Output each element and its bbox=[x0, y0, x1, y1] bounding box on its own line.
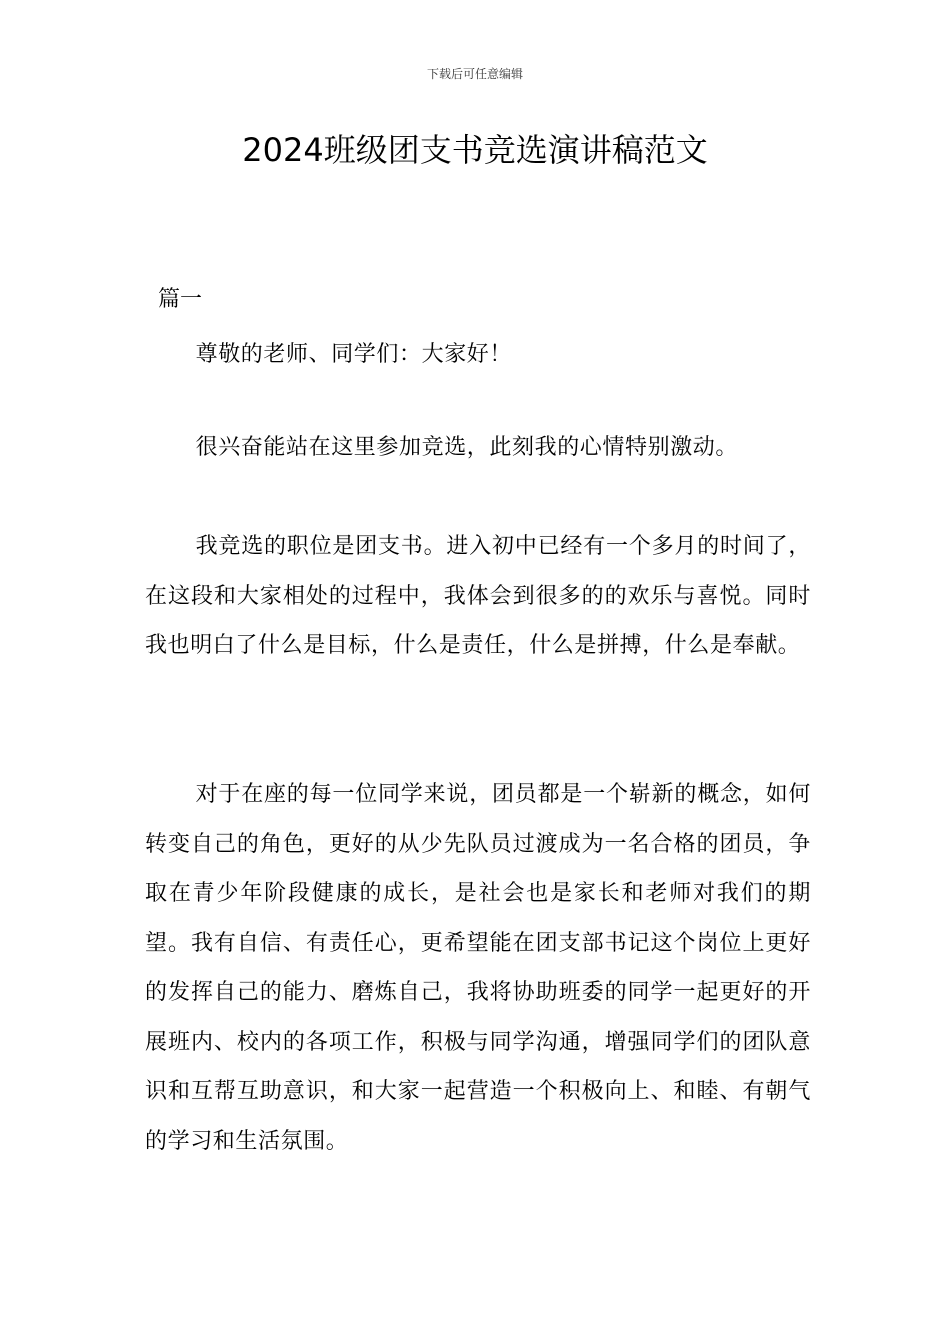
paragraph-goals: 对于在座的每一位同学来说，团员都是一个崭新的概念，如何转变自己的角色，更好的从少先队员过渡成为一名合格的团员，争取在青少年阶段健康的成长，是社会也是家长和老师对我们的期望。我有自信、有责任心，更希望能在团支部书记这个岗位上更好的发挥自己的能力、磨炼自己，我将协助班委的同学一起更好的开展班内、校内的各项工作，积极与同学沟通，增强同学们的团队意识和互帮互助意识，和大家一起营造一个积极向上、和睦、有朝气的学习和生活氛围。 bbox=[145, 782, 811, 1154]
paragraph-opening: 很兴奋能站在这里参加竞选，此刻我的心情特别激动。 bbox=[195, 435, 738, 460]
paragraph-greeting: 尊敬的老师、同学们：大家好！ bbox=[195, 342, 512, 367]
section-label: 篇一 bbox=[158, 287, 203, 312]
header-note: 下载后可任意编辑 bbox=[426, 67, 523, 81]
document-title: 2024班级团支书竞选演讲稿范文 bbox=[242, 131, 708, 169]
paragraph-position: 我竞选的职位是团支书。进入初中已经有一个多月的时间了，在这段和大家相处的过程中，我体会到很多的的欢乐与喜悦。同时我也明白了什么是目标，什么是责任，什么是拼搏，什么是奉献。 bbox=[145, 534, 811, 658]
